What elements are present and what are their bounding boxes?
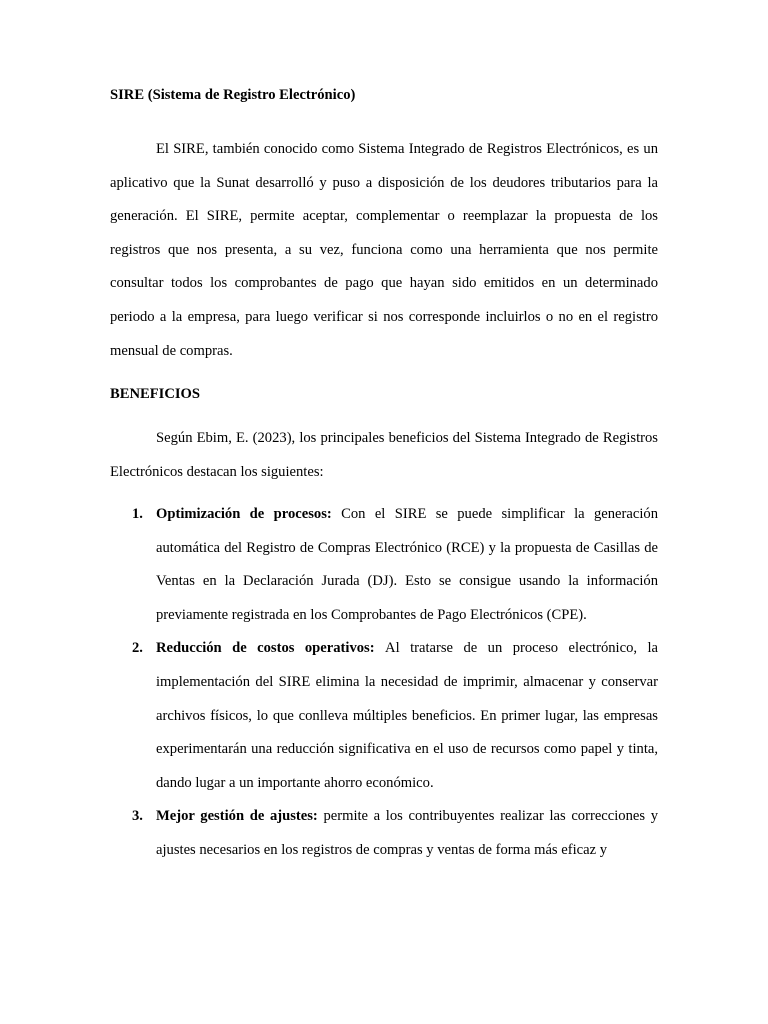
benefits-list: [110, 498, 658, 868]
benefit-text: Con el SIRE se puede simplificar la generación automática del Registro de Compras Electrónico (RCE) y la propuesta de Casillas de Ventas en la Declaración Jurada (DJ). Esto se consigue usando la información previamente registrada en los Comprobantes de Pago Electrónicos (CPE).: [156, 506, 658, 623]
list-number: 3.: [132, 808, 143, 825]
intro-paragraph: El SIRE, también conocido como Sistema Integrado de Registros Electrónicos, es un aplicativo que la Sunat desarrolló y puso a disposición de los deudores tributarios para la generación. El SIRE, permite aceptar, complementar o reemplazar la propuesta de los registros que nos presenta, a su vez, funciona como una herramienta que nos permite consultar todos los comprobantes de pago que hayan sido emitidos en un determinado periodo a la empresa, para luego verificar si nos corresponde incluirlos o no en el registro mensual de compras.: [110, 141, 658, 359]
document-title: SIRE (Sistema de Registro Electrónico): [110, 87, 356, 103]
benefit-term: Reducción de costos operativos:: [156, 640, 386, 657]
benefit-text: Al tratarse de un proceso electrónico, la implementación del SIRE elimina la necesidad de imprimir, almacenar y conservar archivos físicos, lo que conlleva múltiples beneficios. En primer lugar, las empresas experimentarán una reducción significativa en el uso de recursos como papel y tinta, dando lugar a un importante ahorro económico.: [156, 640, 658, 791]
list-number: 2.: [132, 640, 143, 657]
list-number: 1.: [132, 506, 143, 522]
benefits-lead-paragraph: Según Ebim, E. (2023), los principales beneficios del Sistema Integrado de Registros Electrónicos destacan los siguientes:: [110, 430, 658, 480]
benefit-item-1: [110, 498, 658, 632]
benefit-text: permite a los contribuyentes realizar las correcciones y ajustes necesarios en los registros de compras y ventas de forma más eficaz y: [156, 808, 659, 858]
benefit-item-3: [110, 800, 658, 867]
benefit-term: Optimización de procesos:: [156, 506, 342, 522]
benefit-term: Mejor gestión de ajustes:: [156, 808, 324, 825]
benefit-item-2: [110, 632, 658, 800]
benefits-heading: BENEFICIOS: [110, 386, 201, 402]
